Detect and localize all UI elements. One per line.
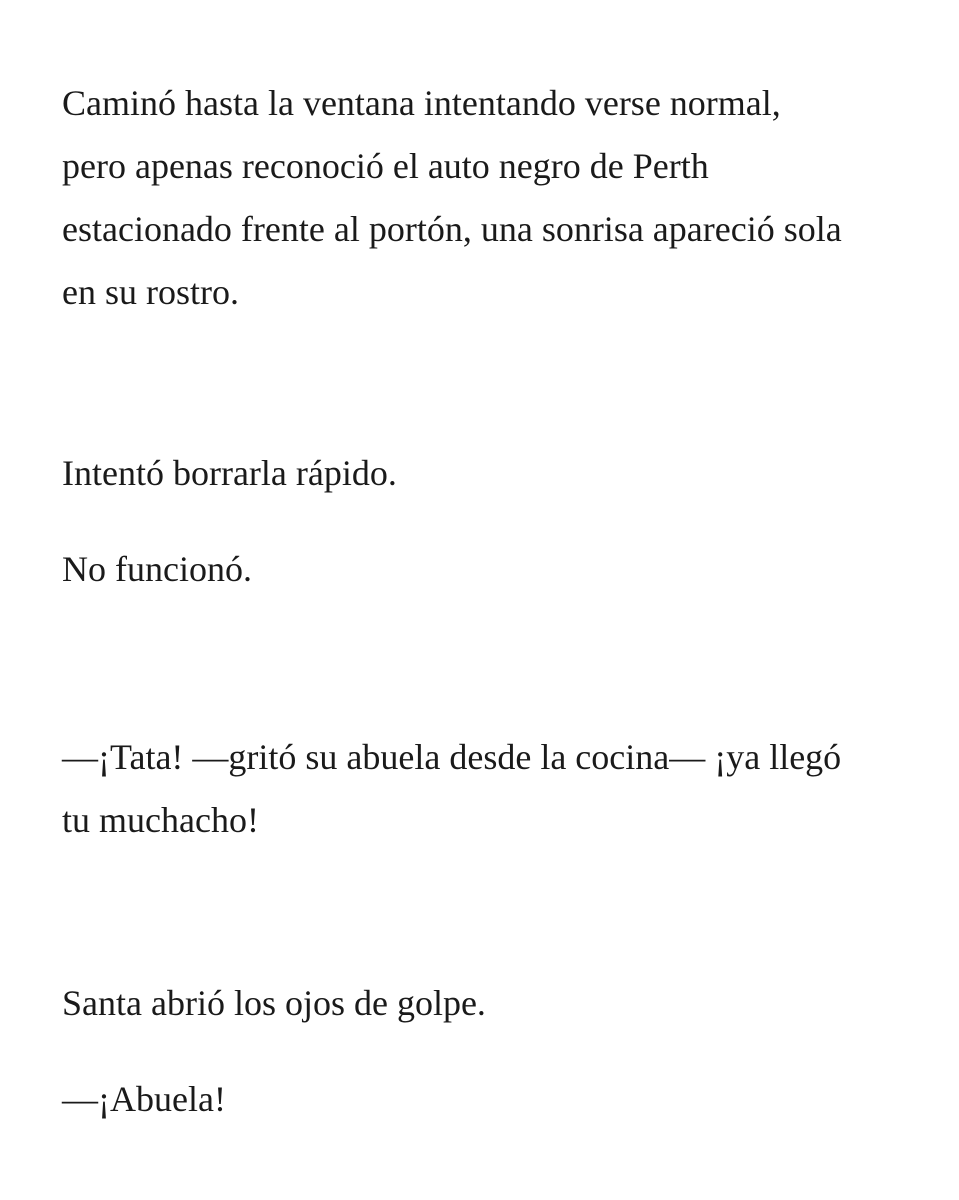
paragraph-abuela: —¡Abuela! xyxy=(62,1079,226,1119)
paragraph-erase-smile: Intentó borrarla rápido. xyxy=(62,453,397,493)
paragraph-did-not-work: No funcionó. xyxy=(62,549,252,589)
paragraph-window: Caminó hasta la ventana intentando verse normal, pero apenas reconoció el auto negro de Perth estacionado frente al portón, una sonrisa apareció sola en su rostro. xyxy=(62,83,842,312)
paragraph-eyes-open: Santa abrió los ojos de golpe. xyxy=(62,983,486,1023)
paragraph-grandmother-shout: —¡Tata! —gritó su abuela desde la cocina— ¡ya llegó tu muchacho! xyxy=(62,737,842,840)
